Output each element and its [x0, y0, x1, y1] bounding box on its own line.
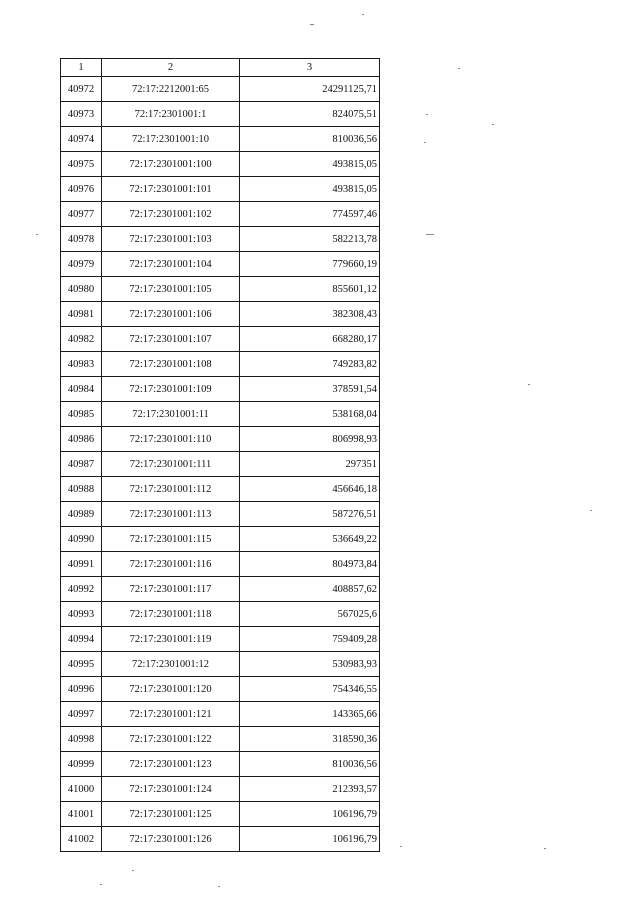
value-cell: 804973,84: [240, 552, 380, 577]
table-body: [61, 77, 380, 852]
table-row: [61, 477, 380, 502]
row-number-cell: 40974: [61, 127, 102, 152]
value-cell: 779660,19: [240, 252, 380, 277]
table-row: [61, 402, 380, 427]
row-number-cell: 40988: [61, 477, 102, 502]
cadastral-number-cell: 72:17:2301001:111: [102, 452, 240, 477]
cadastral-number-cell: 72:17:2301001:107: [102, 327, 240, 352]
row-number-cell: 40996: [61, 677, 102, 702]
value-cell: 382308,43: [240, 302, 380, 327]
row-number-cell: 40995: [61, 652, 102, 677]
header-row: [61, 59, 380, 77]
table-row: [61, 277, 380, 302]
cadastral-number-cell: 72:17:2301001:106: [102, 302, 240, 327]
table-row: [61, 427, 380, 452]
value-cell: 582213,78: [240, 227, 380, 252]
table-row: [61, 377, 380, 402]
cadastral-number-cell: 72:17:2301001:104: [102, 252, 240, 277]
row-number-cell: 40976: [61, 177, 102, 202]
table-row: [61, 527, 380, 552]
value-cell: 668280,17: [240, 327, 380, 352]
cadastral-number-cell: 72:17:2301001:125: [102, 802, 240, 827]
value-cell: 493815,05: [240, 152, 380, 177]
table-row: [61, 602, 380, 627]
row-number-cell: 40985: [61, 402, 102, 427]
cadastral-number-cell: 72:17:2301001:105: [102, 277, 240, 302]
row-number-cell: 40999: [61, 752, 102, 777]
value-cell: 855601,12: [240, 277, 380, 302]
row-number-cell: 40984: [61, 377, 102, 402]
cadastral-number-cell: 72:17:2301001:119: [102, 627, 240, 652]
table-row: [61, 727, 380, 752]
table-row: [61, 777, 380, 802]
table-row: [61, 202, 380, 227]
value-cell: 456646,18: [240, 477, 380, 502]
cadastral-number-cell: 72:17:2301001:117: [102, 577, 240, 602]
table-row: [61, 102, 380, 127]
value-cell: 587276,51: [240, 502, 380, 527]
row-number-cell: 40979: [61, 252, 102, 277]
value-cell: 493815,05: [240, 177, 380, 202]
cadastral-number-cell: 72:17:2301001:100: [102, 152, 240, 177]
row-number-cell: 40991: [61, 552, 102, 577]
value-cell: 212393,57: [240, 777, 380, 802]
table-row: [61, 452, 380, 477]
cadastral-number-cell: 72:17:2301001:112: [102, 477, 240, 502]
header-col-2: 2: [102, 59, 240, 77]
value-cell: 538168,04: [240, 402, 380, 427]
row-number-cell: 40983: [61, 352, 102, 377]
cadastral-number-cell: 72:17:2212001:65: [102, 77, 240, 102]
row-number-cell: 40975: [61, 152, 102, 177]
value-cell: 530983,93: [240, 652, 380, 677]
table-row: [61, 327, 380, 352]
table-row: [61, 577, 380, 602]
row-number-cell: 40986: [61, 427, 102, 452]
cadastral-number-cell: 72:17:2301001:118: [102, 602, 240, 627]
table-row: [61, 77, 380, 102]
value-cell: 810036,56: [240, 752, 380, 777]
table-row: [61, 677, 380, 702]
cadastral-number-cell: 72:17:2301001:116: [102, 552, 240, 577]
value-cell: 567025,6: [240, 602, 380, 627]
cadastral-number-cell: 72:17:2301001:124: [102, 777, 240, 802]
cadastral-number-cell: 72:17:2301001:102: [102, 202, 240, 227]
header-col-3: 3: [240, 59, 380, 77]
row-number-cell: 40973: [61, 102, 102, 127]
table-row: [61, 652, 380, 677]
cadastral-number-cell: 72:17:2301001:108: [102, 352, 240, 377]
row-number-cell: 40989: [61, 502, 102, 527]
row-number-cell: 40998: [61, 727, 102, 752]
cadastral-number-cell: 72:17:2301001:115: [102, 527, 240, 552]
row-number-cell: 40990: [61, 527, 102, 552]
value-cell: 408857,62: [240, 577, 380, 602]
value-cell: 536649,22: [240, 527, 380, 552]
row-number-cell: 40982: [61, 327, 102, 352]
value-cell: 106196,79: [240, 802, 380, 827]
row-number-cell: 40972: [61, 77, 102, 102]
cadastral-number-cell: 72:17:2301001:12: [102, 652, 240, 677]
cadastral-number-cell: 72:17:2301001:121: [102, 702, 240, 727]
cadastral-number-cell: 72:17:2301001:126: [102, 827, 240, 852]
table-row: [61, 352, 380, 377]
header-col-1: 1: [61, 59, 102, 77]
row-number-cell: 41000: [61, 777, 102, 802]
table-row: [61, 152, 380, 177]
value-cell: 754346,55: [240, 677, 380, 702]
table-row: [61, 177, 380, 202]
table-row: [61, 752, 380, 777]
row-number-cell: 40997: [61, 702, 102, 727]
data-table: [60, 58, 380, 852]
table-row: [61, 127, 380, 152]
table-row: [61, 702, 380, 727]
value-cell: 24291125,71: [240, 77, 380, 102]
cadastral-number-cell: 72:17:2301001:10: [102, 127, 240, 152]
row-number-cell: 40981: [61, 302, 102, 327]
value-cell: 824075,51: [240, 102, 380, 127]
cadastral-number-cell: 72:17:2301001:109: [102, 377, 240, 402]
table-row: [61, 627, 380, 652]
cadastral-number-cell: 72:17:2301001:122: [102, 727, 240, 752]
table-row: [61, 502, 380, 527]
row-number-cell: 40993: [61, 602, 102, 627]
cadastral-number-cell: 72:17:2301001:120: [102, 677, 240, 702]
value-cell: 378591,54: [240, 377, 380, 402]
cadastral-number-cell: 72:17:2301001:110: [102, 427, 240, 452]
row-number-cell: 40994: [61, 627, 102, 652]
cadastral-number-cell: 72:17:2301001:113: [102, 502, 240, 527]
row-number-cell: 40977: [61, 202, 102, 227]
cadastral-number-cell: 72:17:2301001:101: [102, 177, 240, 202]
row-number-cell: 40980: [61, 277, 102, 302]
value-cell: 297351: [240, 452, 380, 477]
table-row: [61, 552, 380, 577]
table-row: [61, 252, 380, 277]
table-row: [61, 227, 380, 252]
value-cell: 810036,56: [240, 127, 380, 152]
table-row: [61, 827, 380, 852]
value-cell: 749283,82: [240, 352, 380, 377]
value-cell: 774597,46: [240, 202, 380, 227]
value-cell: 143365,66: [240, 702, 380, 727]
table-row: [61, 302, 380, 327]
value-cell: 106196,79: [240, 827, 380, 852]
row-number-cell: 41001: [61, 802, 102, 827]
row-number-cell: 40978: [61, 227, 102, 252]
table-row: [61, 802, 380, 827]
value-cell: 759409,28: [240, 627, 380, 652]
value-cell: 806998,93: [240, 427, 380, 452]
cadastral-number-cell: 72:17:2301001:123: [102, 752, 240, 777]
value-cell: 318590,36: [240, 727, 380, 752]
cadastral-number-cell: 72:17:2301001:1: [102, 102, 240, 127]
row-number-cell: 40987: [61, 452, 102, 477]
table-header: [61, 59, 380, 77]
row-number-cell: 41002: [61, 827, 102, 852]
cadastral-number-cell: 72:17:2301001:103: [102, 227, 240, 252]
row-number-cell: 40992: [61, 577, 102, 602]
cadastral-number-cell: 72:17:2301001:11: [102, 402, 240, 427]
